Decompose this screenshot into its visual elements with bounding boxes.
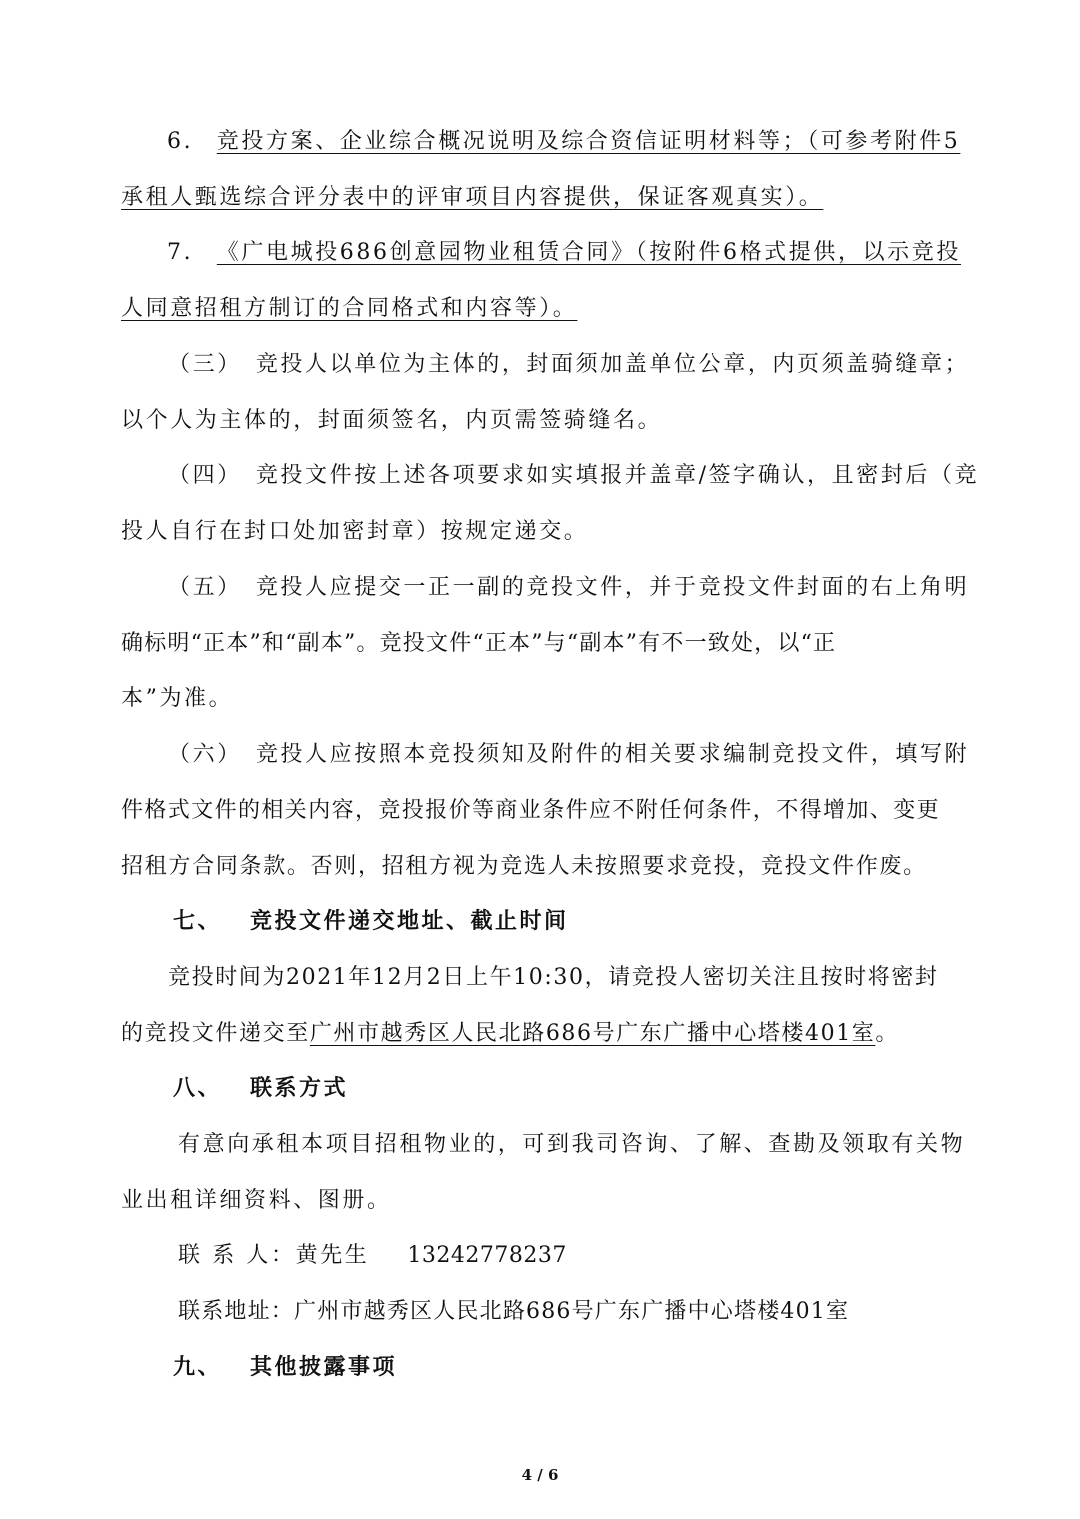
contact-address-line (178, 1297, 849, 1327)
section-7-title: 竞投文件递交地址、截止时间 (250, 909, 569, 934)
clause-6-line-2 (121, 796, 940, 826)
clause-3-marker: （三） (168, 352, 242, 377)
clause-4-line-1 (168, 461, 979, 491)
section-7-address: 广州市越秀区人民北路686号广东广播中心塔楼401室 (309, 1021, 876, 1046)
contact-person-label: 联 系 人： (178, 1243, 296, 1268)
item-6-line-2 (121, 183, 823, 213)
contact-phone: 13242778237 (407, 1243, 567, 1268)
clause-5-text-3: 本”为准。 (121, 686, 234, 711)
clause-5-line-2 (121, 629, 836, 659)
clause-6-line-3 (121, 852, 927, 882)
clause-6-text-1: 竞投人应按照本竞投须知及附件的相关要求编制竞投文件，填写附 (255, 742, 970, 767)
clause-5-text-2: 确标明“正本”和“副本”。竞投文件“正本”与“副本”有不一致处，以“正 (121, 631, 837, 656)
item-6-text-1: 竞投方案、企业综合概况说明及综合资信证明材料等；（可参考附件5 (216, 129, 961, 154)
section-7-number: 七、 (173, 909, 223, 934)
clause-5-line-3 (121, 684, 233, 714)
clause-6-text-3: 招租方合同条款。否则，招租方视为竞选人未按照要求竞投，竞投文件作废。 (121, 854, 927, 879)
contact-person-name: 黄先生 (295, 1243, 370, 1268)
contact-address-label: 联系地址： (178, 1299, 295, 1324)
item-7-line-1 (167, 238, 961, 268)
clause-4-line-2 (121, 517, 588, 547)
section-7-text-2-prefix: 的竞投文件递交至 (121, 1021, 310, 1046)
item-7-text-1: 《广电城投686创意园物业租赁合同》（按附件6格式提供，以示竞投 (216, 240, 961, 265)
clause-4-text-1: 竞投文件按上述各项要求如实填报并盖章/签字确认，且密封后（竞 (255, 463, 980, 488)
item-6-line-1 (167, 127, 960, 157)
clause-5-line-1 (168, 573, 969, 603)
contact-person-line (178, 1241, 567, 1271)
section-8-text-2: 业出租详细资料、图册。 (121, 1188, 392, 1213)
item-7-line-2 (121, 294, 577, 324)
clause-6-line-1 (168, 740, 969, 770)
clause-6-text-2: 件格式文件的相关内容，竞投报价等商业条件应不附任何条件，不得增加、变更 (121, 798, 941, 823)
section-7-heading (173, 907, 569, 937)
section-8-heading (173, 1074, 348, 1104)
item-6-number: 6. (167, 129, 194, 154)
section-9-heading (173, 1353, 397, 1383)
section-8-line-1 (178, 1130, 965, 1160)
clause-3-line-2 (121, 406, 662, 436)
contact-address-value: 广州市越秀区人民北路686号广东广播中心塔楼401室 (294, 1299, 850, 1324)
section-8-title: 联系方式 (250, 1076, 349, 1101)
clause-3-text-2: 以个人为主体的，封面须签名，内页需签骑缝名。 (121, 408, 663, 433)
clause-3-text-1: 竞投人以单位为主体的，封面须加盖单位公章，内页须盖骑缝章； (255, 352, 970, 377)
section-9-number: 九、 (173, 1355, 223, 1380)
section-8-text-1: 有意向承租本项目招租物业的，可到我司咨询、了解、查勘及领取有关物 (178, 1132, 966, 1157)
section-7-text-2-suffix: 。 (875, 1021, 900, 1046)
clause-4-text-2: 投人自行在封口处加密封章）按规定递交。 (121, 519, 589, 544)
item-7-text-2: 人同意招租方制订的合同格式和内容等）。 (121, 296, 578, 321)
item-7-number: 7. (167, 240, 194, 265)
section-7-line-1 (168, 963, 939, 993)
clause-3-line-1 (168, 350, 969, 380)
section-9-title: 其他披露事项 (250, 1355, 398, 1380)
section-7-line-2 (121, 1019, 899, 1049)
item-6-text-2: 承租人甄选综合评分表中的评审项目内容提供，保证客观真实）。 (121, 185, 824, 210)
page-number: 4 / 6 (521, 1466, 559, 1484)
clause-6-marker: （六） (168, 742, 242, 767)
section-7-text-1: 竞投时间为2021年12月2日上午10:30，请竞投人密切关注且按时将密封 (168, 965, 939, 990)
section-8-number: 八、 (173, 1076, 223, 1101)
clause-5-marker: （五） (168, 575, 242, 600)
clause-4-marker: （四） (168, 463, 242, 488)
clause-5-text-1: 竞投人应提交一正一副的竞投文件，并于竞投文件封面的右上角明 (255, 575, 970, 600)
section-8-line-2 (121, 1186, 392, 1216)
